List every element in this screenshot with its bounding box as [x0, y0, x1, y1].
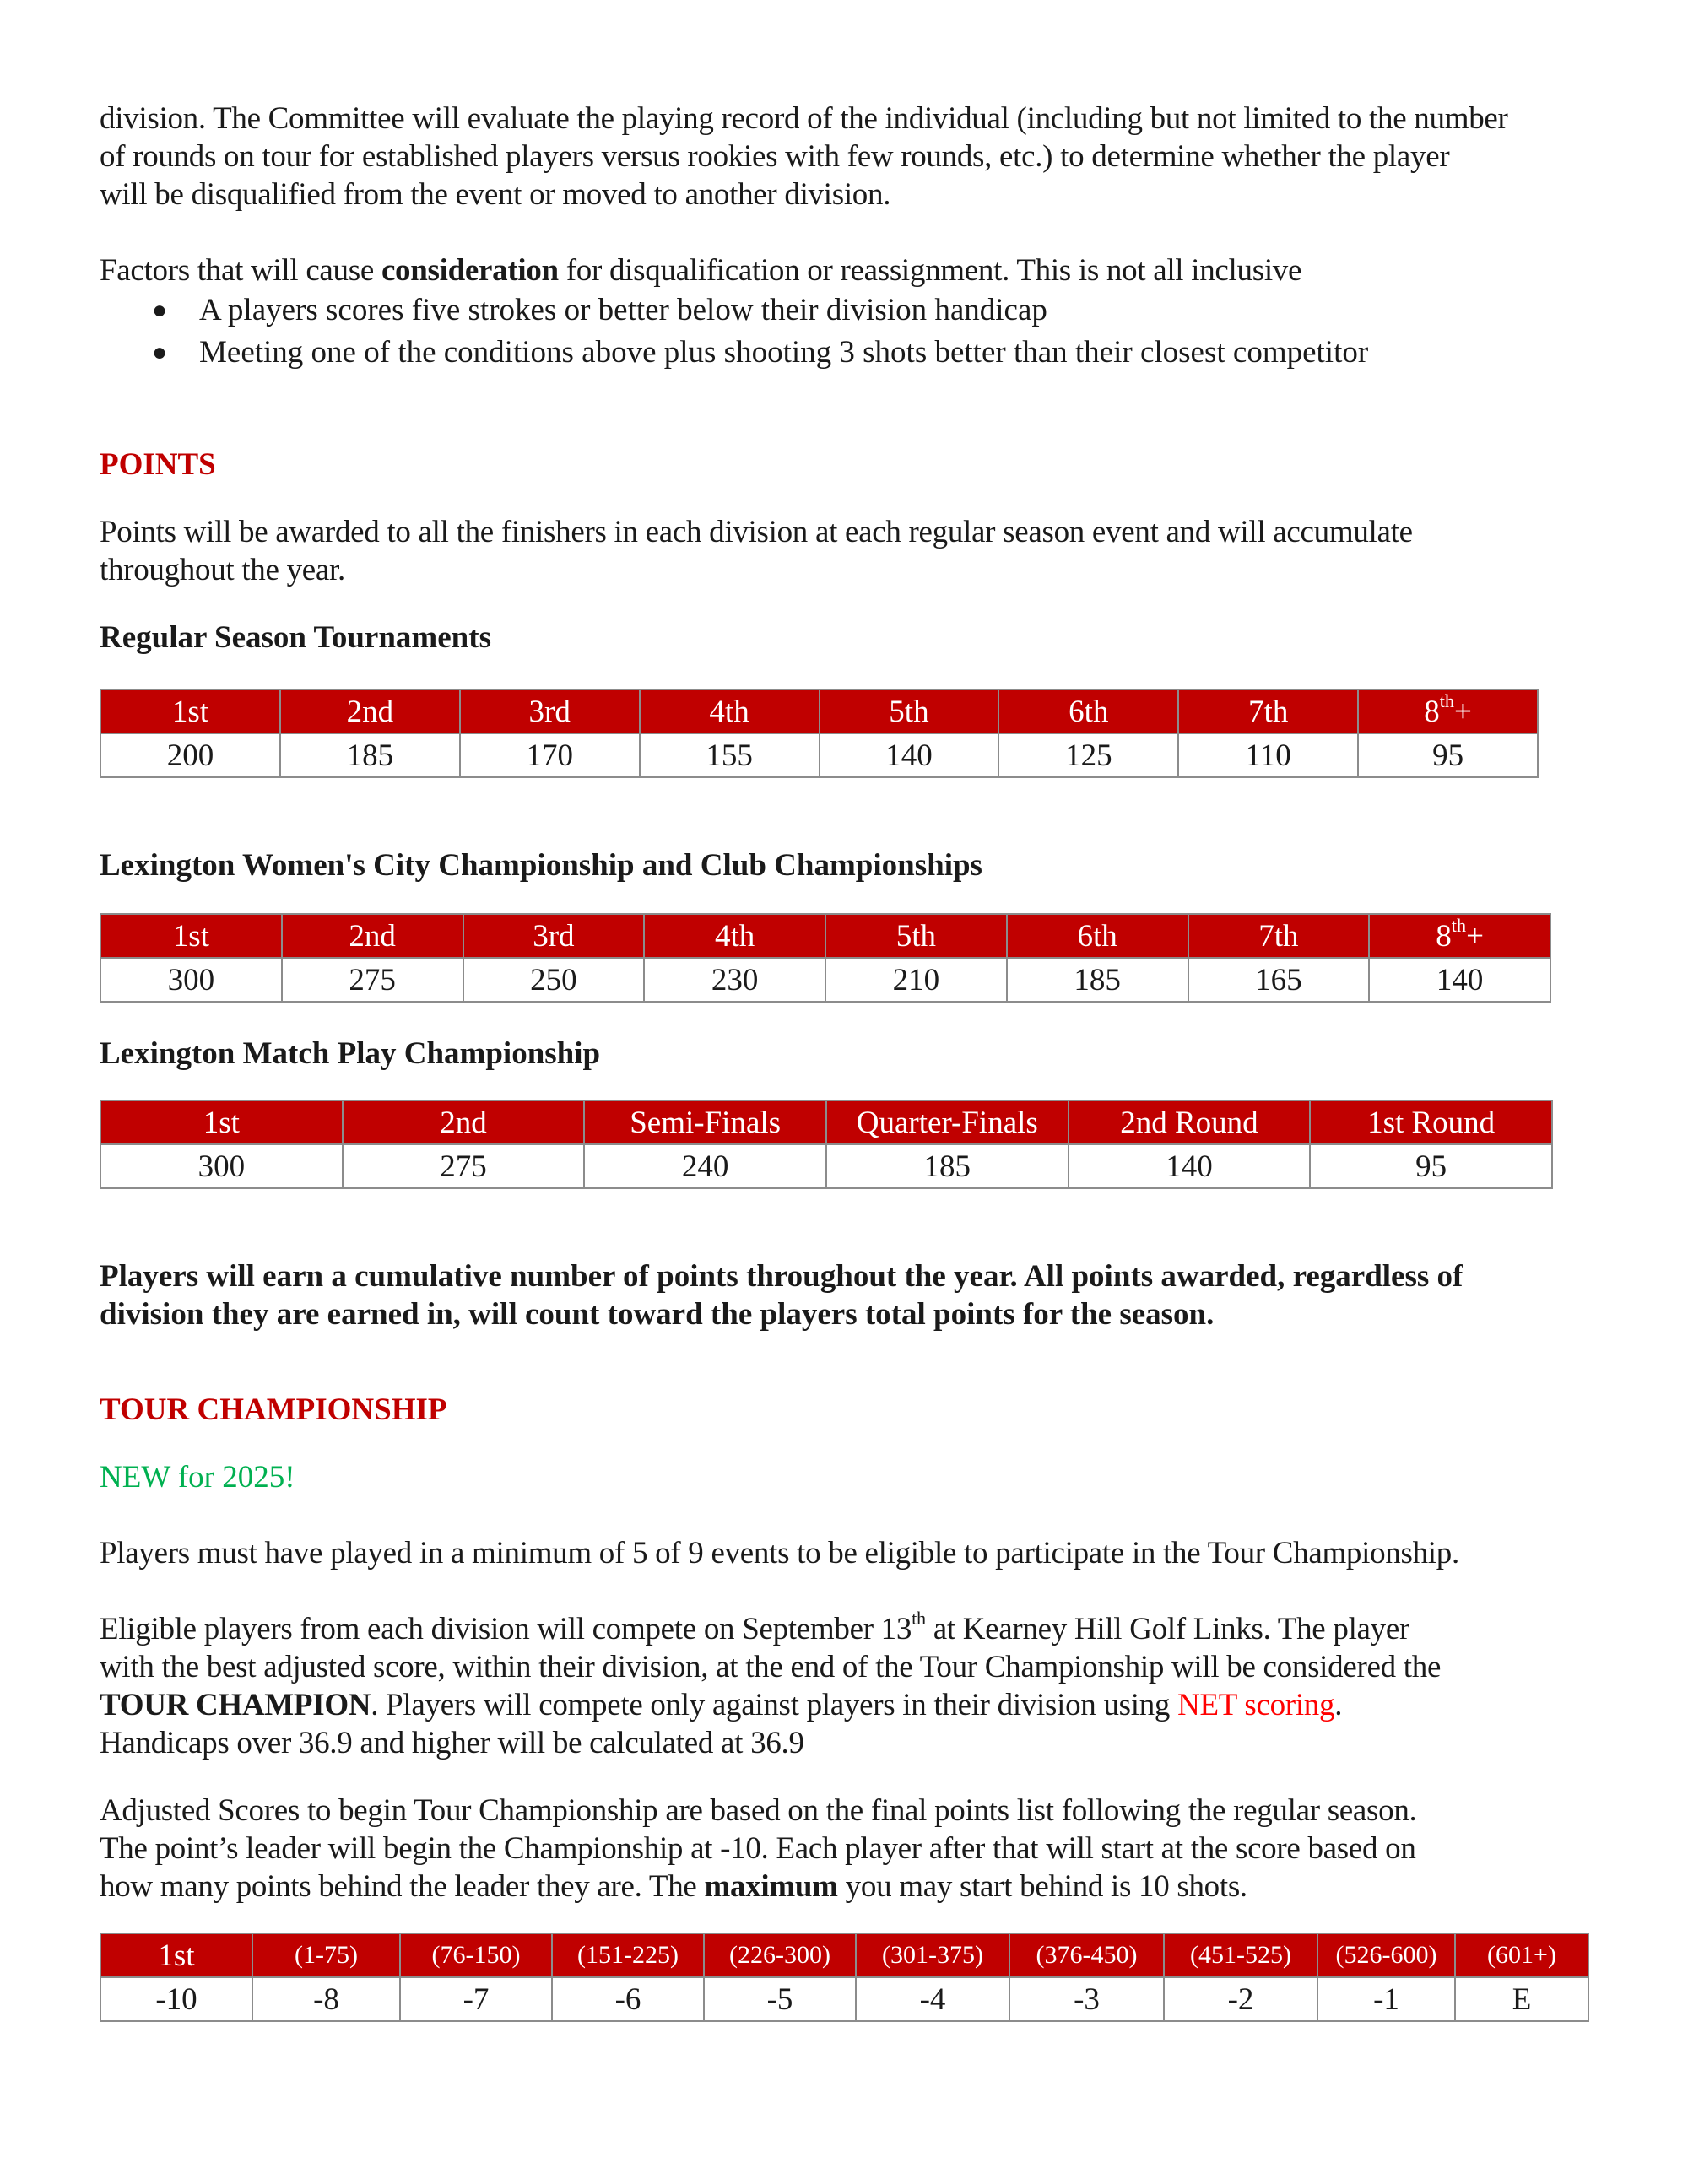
bullet-icon: ● [152, 338, 168, 366]
table-cell: -6 [552, 1977, 704, 2021]
header-ordinal: 8 [1436, 918, 1452, 954]
eligible-line-3-mid: . Players will compete only against players in their division using [371, 1688, 1178, 1722]
maximum-bold: maximum [704, 1869, 838, 1904]
table-header-cell: (76-150) [400, 1933, 552, 1977]
header-sup: th [1451, 914, 1467, 936]
table-header-cell: 6th [1007, 914, 1188, 958]
table-cell: -5 [704, 1977, 856, 2021]
table-cell: 275 [343, 1144, 585, 1188]
table-cell: 95 [1358, 733, 1538, 777]
table-cell: -10 [100, 1977, 252, 2021]
table-cell: 200 [100, 733, 280, 777]
table-header-cell: 3rd [463, 914, 645, 958]
table-row [100, 733, 1538, 777]
adjusted-score-table [100, 1933, 1589, 2022]
table-cell: 125 [998, 733, 1178, 777]
factors-suffix: for disqualification or reassignment. This is not all inclusive [558, 253, 1302, 288]
eligible-line-1-prefix: Eligible players from each division will compete on September 13 [100, 1612, 912, 1646]
table-cell: 95 [1310, 1144, 1552, 1188]
factors-bold: consideration [381, 253, 559, 288]
table-header-cell: (376-450) [1009, 1933, 1164, 1977]
eligible-line-2: with the best adjusted score, within their division, at the end of the Tour Championship will be considered the [100, 1650, 1442, 1684]
table-cell: 165 [1188, 958, 1370, 1002]
table-cell: 155 [640, 733, 820, 777]
cumulative-line-1: Players will earn a cumulative number of points throughout the year. All points awarded, regardless of [100, 1259, 1463, 1294]
table-header-cell: 1st [100, 1100, 343, 1144]
table-header-cell: 2nd [280, 689, 460, 733]
table-cell: 240 [584, 1144, 826, 1188]
table-header-row [100, 914, 1550, 958]
table-header-cell: 1st [100, 689, 280, 733]
table-header-cell: (1-75) [252, 1933, 400, 1977]
table-row [100, 958, 1550, 1002]
table-cell: -1 [1317, 1977, 1455, 2021]
factors-text [100, 251, 1301, 289]
table-header-cell: 7th [1188, 914, 1370, 958]
eligible-line-3-end: . [1334, 1688, 1343, 1722]
tour-champion-bold: TOUR CHAMPION [100, 1688, 371, 1722]
table-row [100, 1977, 1588, 2021]
table-cell: 140 [820, 733, 999, 777]
table-cell: 140 [1369, 958, 1550, 1002]
table-cell: -2 [1164, 1977, 1317, 2021]
table-cell: -7 [400, 1977, 552, 2021]
table-header-cell: (526-600) [1317, 1933, 1455, 1977]
adjusted-line-3-prefix: how many points behind the leader they are. The [100, 1869, 705, 1904]
table-header-cell: (226-300) [704, 1933, 856, 1977]
adjusted-line-3-suffix: you may start behind is 10 shots. [837, 1869, 1247, 1904]
table-header-cell: Semi-Finals [584, 1100, 826, 1144]
table-header-cell: 4th [640, 689, 820, 733]
points-heading: POINTS [100, 447, 216, 482]
table-header-cell [1358, 689, 1538, 733]
header-suffix: + [1454, 694, 1472, 729]
intro-line-1: division. The Committee will evaluate the playing record of the individual (including but not limited to the number [100, 101, 1508, 136]
table-header-cell: (601+) [1455, 1933, 1588, 1977]
table-header-cell: 1st [100, 1933, 252, 1977]
header-ordinal: 8 [1424, 694, 1440, 729]
table-cell: 300 [100, 958, 282, 1002]
table-header-cell: 7th [1178, 689, 1358, 733]
table-cell: 250 [463, 958, 645, 1002]
net-scoring-text: NET scoring [1177, 1688, 1335, 1722]
regular-season-table [100, 689, 1539, 778]
header-sup: th [1439, 689, 1454, 711]
table-header-cell: 1st Round [1310, 1100, 1552, 1144]
table-cell: 140 [1069, 1144, 1311, 1188]
table-header-cell: 2nd [343, 1100, 585, 1144]
table-header-row [100, 1933, 1588, 1977]
adjusted-line-3 [100, 1868, 1247, 1906]
table-cell: 185 [1007, 958, 1188, 1002]
factors-prefix: Factors that will cause [100, 253, 381, 288]
date-sup: th [912, 1608, 926, 1630]
bullet-text: A players scores five strokes or better below their division handicap [199, 293, 1047, 327]
bullet-text: Meeting one of the conditions above plus shooting 3 shots better than their closest competitor [199, 335, 1369, 370]
eligible-line-4: Handicaps over 36.9 and higher will be calculated at 36.9 [100, 1726, 804, 1760]
table-cell: 110 [1178, 733, 1358, 777]
table-header-cell: 2nd Round [1069, 1100, 1311, 1144]
table-header-cell: (301-375) [856, 1933, 1009, 1977]
eligible-line-3 [100, 1686, 1342, 1724]
table-header-row [100, 689, 1538, 733]
table-cell: 170 [460, 733, 640, 777]
table-header-cell: 5th [820, 689, 999, 733]
eligibility-text: Players must have played in a minimum of 5 of 9 events to be eligible to participate in the Tour Championship. [100, 1536, 1459, 1570]
table-header-row [100, 1100, 1552, 1144]
city-championship-table [100, 913, 1551, 1003]
bullet-icon: ● [152, 296, 168, 324]
table-cell: 230 [644, 958, 825, 1002]
header-suffix: + [1466, 918, 1484, 954]
match-play-table [100, 1100, 1553, 1189]
eligible-line-1-suffix: at Kearney Hill Golf Links. The player [925, 1612, 1410, 1646]
table-cell: -4 [856, 1977, 1009, 2021]
table-cell: 210 [825, 958, 1007, 1002]
table-cell: E [1455, 1977, 1588, 2021]
table-cell: 185 [280, 733, 460, 777]
table-cell: -3 [1009, 1977, 1164, 2021]
cumulative-line-2: division they are earned in, will count toward the players total points for the season. [100, 1297, 1215, 1332]
points-paragraph-line-2: throughout the year. [100, 553, 345, 587]
match-play-title: Lexington Match Play Championship [100, 1036, 601, 1071]
tour-heading: TOUR CHAMPIONSHIP [100, 1392, 447, 1427]
regular-season-title: Regular Season Tournaments [100, 620, 491, 655]
table-header-cell: Quarter-Finals [826, 1100, 1069, 1144]
new-for-2025-label: NEW for 2025! [100, 1460, 295, 1495]
table-header-cell: (151-225) [552, 1933, 704, 1977]
intro-line-3: will be disqualified from the event or moved to another division. [100, 177, 891, 212]
table-header-cell: (451-525) [1164, 1933, 1317, 1977]
table-header-cell: 4th [644, 914, 825, 958]
intro-line-2: of rounds on tour for established players versus rookies with few rounds, etc.) to determine whether the player [100, 139, 1450, 174]
table-header-cell: 1st [100, 914, 282, 958]
table-cell: -8 [252, 1977, 400, 2021]
table-header-cell: 5th [825, 914, 1007, 958]
table-header-cell [1369, 914, 1550, 958]
adjusted-line-1: Adjusted Scores to begin Tour Championship are based on the final points list following the regular season. [100, 1793, 1417, 1828]
eligible-line-1 [100, 1610, 1409, 1648]
table-cell: 300 [100, 1144, 343, 1188]
table-cell: 185 [826, 1144, 1069, 1188]
table-row [100, 1144, 1552, 1188]
table-cell: 275 [282, 958, 463, 1002]
table-header-cell: 2nd [282, 914, 463, 958]
city-championship-title: Lexington Women's City Championship and Club Championships [100, 848, 982, 883]
adjusted-line-2: The point’s leader will begin the Championship at -10. Each player after that will start at the score based on [100, 1831, 1416, 1866]
table-header-cell: 6th [998, 689, 1178, 733]
table-header-cell: 3rd [460, 689, 640, 733]
points-paragraph-line-1: Points will be awarded to all the finishers in each division at each regular season event and will accumulate [100, 515, 1413, 549]
